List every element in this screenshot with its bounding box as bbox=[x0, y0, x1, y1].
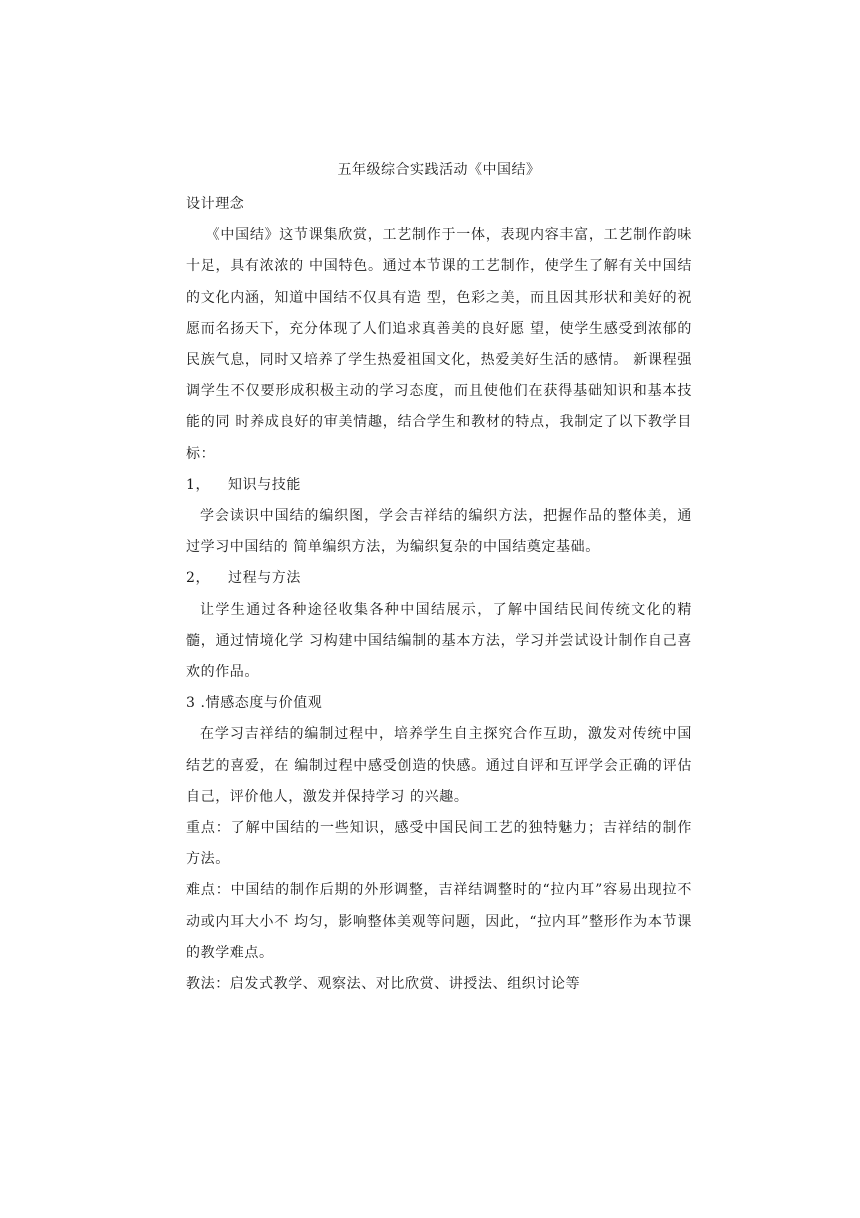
goal-3-paragraph: 在学习吉祥结的编制过程中，培养学生自主探究合作互助，激发对传统中国结艺的喜爱，在 编制过程中感受创造的快感。通过自评和互评学会正确的评估自己，评价他人，激发并保持学习 的兴趣。 bbox=[186, 726, 692, 805]
goal-1-number: 1， bbox=[186, 476, 211, 493]
goal-2-paragraph: 让学生通过各种途径收集各种中国结展示，了解中国结民间传统文化的精髓，通过情境化学 习构建中国结编制的基本方法，学习并尝试设计制作自己喜欢的作品。 bbox=[186, 601, 692, 681]
key-points-paragraph: 重点：了解中国结的一些知识，感受中国民间工艺的独特魅力；吉祥结的制作方法。 bbox=[186, 820, 692, 868]
goal-3-heading: 3 .情感态度与价值观 bbox=[186, 695, 323, 712]
difficulties-paragraph: 难点：中国结的制作后期的外形调整，吉祥结调整时的“拉内耳”容易出现拉不动或内耳大小不 均匀，影响整体美观等问题，因此，“拉内耳”整形作为本节课的教学难点。 bbox=[186, 882, 692, 961]
goal-1-title: 知识与技能 bbox=[228, 476, 301, 493]
goal-1-paragraph: 学会读识中国结的编织图，学会吉祥结的编织方法，把握作品的整体美，通过学习中国结的 简单编织方法，为编织复杂的中国结奠定基础。 bbox=[186, 508, 692, 556]
document-body bbox=[186, 189, 692, 1000]
goal-1-heading bbox=[186, 470, 692, 501]
design-concept-paragraph: 《中国结》这节课集欣赏，工艺制作于一体，表现内容丰富，工艺制作韵味十足，具有浓浓的 中国特色。通过本节课的工艺制作，使学生了解有关中国结的文化内涵，知道中国结不仅具有造 型，色彩之美，而且因其形状和美好的祝愿而名扬天下，充分体现了人们追求真善美的良好愿 望，使学生感受到浓郁的民族气息，同时又培养了学生热爱祖国文化，热爱美好生活的感情。 新课程强调学生不仅要形成积极主动的学习态度，而且使他们在获得基础知识和基本技能的同 时养成良好的审美情趣，结合学生和教材的特点，我制定了以下教学目标： bbox=[186, 227, 692, 462]
design-concept-heading: 设计理念 bbox=[186, 196, 245, 212]
goal-2-title: 过程与方法 bbox=[228, 570, 301, 587]
goal-2-number: 2， bbox=[186, 570, 211, 587]
methods-paragraph: 教法：启发式教学、观察法、对比欣赏、讲授法、组织讨论等 bbox=[186, 976, 581, 993]
document-title: 五年级综合实践活动《中国结》 bbox=[337, 162, 541, 178]
goal-2-heading bbox=[186, 563, 692, 594]
